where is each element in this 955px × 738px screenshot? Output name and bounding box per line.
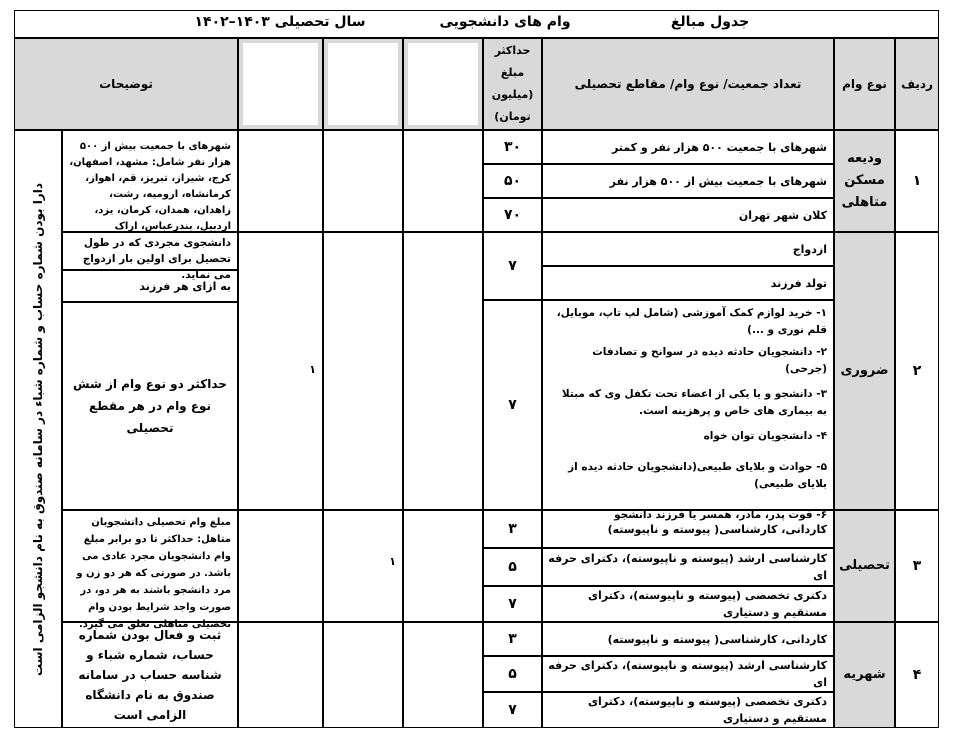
header-blank-1 [403, 38, 483, 130]
amount-1-3: ۷۰ [483, 198, 542, 232]
blank-4-a [403, 622, 483, 728]
loan-type-4: شهریه [834, 622, 895, 728]
row-no-3: ۳ [895, 510, 939, 622]
list-item: ۱- خرید لوازم کمک آموزشی (شامل لپ تاپ، موبایل، قلم نوری و ...) [556, 307, 827, 336]
vertical-note-cell [14, 130, 62, 728]
header-loan-type: نوع وام [834, 38, 895, 130]
mark-3-cell: ۱ [323, 510, 403, 622]
header-blank-3 [238, 38, 323, 130]
loan-type-3: تحصیلی [834, 510, 895, 622]
criteria-4-3: دکتری تخصصی (پیوسته و ناپیوسته)، دکترای مستقیم و دستیاری [542, 692, 834, 728]
table-title: جدول مبالغ [670, 14, 750, 30]
criteria-3-2: کارشناسی ارشد (پیوسته و ناپیوسته)، دکترای حرفه ای [542, 548, 834, 586]
criteria-4-2: کارشناسی ارشد (پیوسته و ناپیوسته)، دکترای حرفه ای [542, 656, 834, 692]
list-item: ۳- دانشجو و یا یکی از اعضاء تحت تکفل وی که مبتلا به بیماری های خاص و پرهزینه است. [561, 388, 827, 417]
note-2-child: به ازای هر فرزند [62, 270, 238, 302]
header-blank-2 [323, 38, 403, 130]
blank-1-a [403, 130, 483, 232]
blank-3-a [403, 510, 483, 622]
amount-1-1: ۳۰ [483, 130, 542, 164]
loan-title: وام های دانشجویی [439, 14, 571, 30]
list-item: ۲- دانشجویان حادثه دیده در سوانح و تصادفات (جرحی) [592, 346, 827, 375]
criteria-1-1: شهرهای با جمعیت ۵۰۰ هزار نفر و کمتر [542, 130, 834, 164]
criteria-1-2: شهرهای با جمعیت بیش از ۵۰۰ هزار نفر [542, 164, 834, 198]
list-item: ۵- حوادث و بلایای طبیعی(دانشجویان حادثه دیده از بلایای طبیعی) [568, 461, 827, 490]
amount-2-b: ۷ [483, 300, 542, 510]
criteria-1-3: کلان شهر تهران [542, 198, 834, 232]
blank-3-c [238, 510, 323, 622]
list-item: ۴- دانشجویان توان خواه [703, 430, 827, 442]
vertical-note: دارا بودن شماره حساب و شماره شباء در سامانه صندوق به نام دانشجو الزامی است [31, 182, 45, 676]
note-2-list: حداکثر دو نوع وام از شش نوع وام در هر مقطع تحصیلی [62, 302, 238, 510]
year-title: سال تحصیلی ۱۴۰۳–۱۴۰۲ [194, 14, 366, 30]
amount-4-1: ۳ [483, 622, 542, 656]
criteria-2-list [542, 300, 834, 521]
loan-type-2: ضروری [834, 232, 895, 510]
amount-3-3: ۷ [483, 586, 542, 622]
blank-1-b [323, 130, 403, 232]
amount-1-2: ۵۰ [483, 164, 542, 198]
header-notes: توضیحات [14, 38, 238, 130]
header-criteria: تعداد جمعیت/ نوع وام/ مقاطع تحصیلی [542, 38, 834, 130]
criteria-3-3: دکتری تخصصی (پیوسته و ناپیوسته)، دکترای مستقیم و دستیاری [542, 586, 834, 622]
amount-4-2: ۵ [483, 656, 542, 692]
blank-1-c [238, 130, 323, 232]
blank-4-b [323, 622, 403, 728]
note-4: ثبت و فعال بودن شماره حساب، شماره شباء و شناسه حساب در سامانه صندوق به نام دانشگاه الزامی است [62, 622, 238, 728]
row-no-1: ۱ [895, 130, 939, 232]
note-3: مبلغ وام تحصیلی دانشجویان متاهل: حداکثر تا دو برابر مبلغ وام دانشجویان مجرد عادی می باشد. در صورتی که هر دو زن و مرد دانشجو باشند به هر دو، در صورت واجد شرایط بودن وام تحصیلی متاهلی تعلق می گیرد. [62, 510, 238, 622]
loan-type-1: ودیعه مسکن متاهلی [834, 130, 895, 232]
row-no-2: ۲ [895, 232, 939, 510]
header-max-amount: حداکثر مبلغ (میلیون تومان) [483, 38, 542, 130]
criteria-2-child: تولد فرزند [542, 266, 834, 300]
note-1: شهرهای با جمعیت بیش از ۵۰۰ هزار نفر شامل: مشهد، اصفهان، کرج، شیراز، تبریز، قم، اهواز، کرمانشاه، ارومیه، رشت، زاهدان، همدان، کرمان، یزد، اردبیل، بندرعباس، اراک [62, 130, 238, 232]
list-item: ۶- فوت پدر، مادر، همسر یا فرزند دانشجو [614, 509, 827, 521]
amount-2-a: ۷ [483, 232, 542, 300]
header-row-no: ردیف [895, 38, 939, 130]
blank-4-c [238, 622, 323, 728]
blank-2-b [323, 232, 403, 510]
mark-2: ۱ [238, 232, 323, 510]
blank-2-a [403, 232, 483, 510]
criteria-3-1: کاردانی، کارشناسی( پیوسته و ناپیوسته) [542, 510, 834, 548]
criteria-2-marriage: ازدواج [542, 232, 834, 266]
criteria-4-1: کاردانی، کارشناسی( پیوسته و ناپیوسته) [542, 622, 834, 656]
amount-4-3: ۷ [483, 692, 542, 728]
amount-3-2: ۵ [483, 548, 542, 586]
note-2-marriage: دانشجوی مجردی که در طول تحصیل برای اولین بار ازدواج می نماید. [62, 232, 238, 270]
amount-3-1: ۳ [483, 510, 542, 548]
row-no-4: ۴ [895, 622, 939, 728]
